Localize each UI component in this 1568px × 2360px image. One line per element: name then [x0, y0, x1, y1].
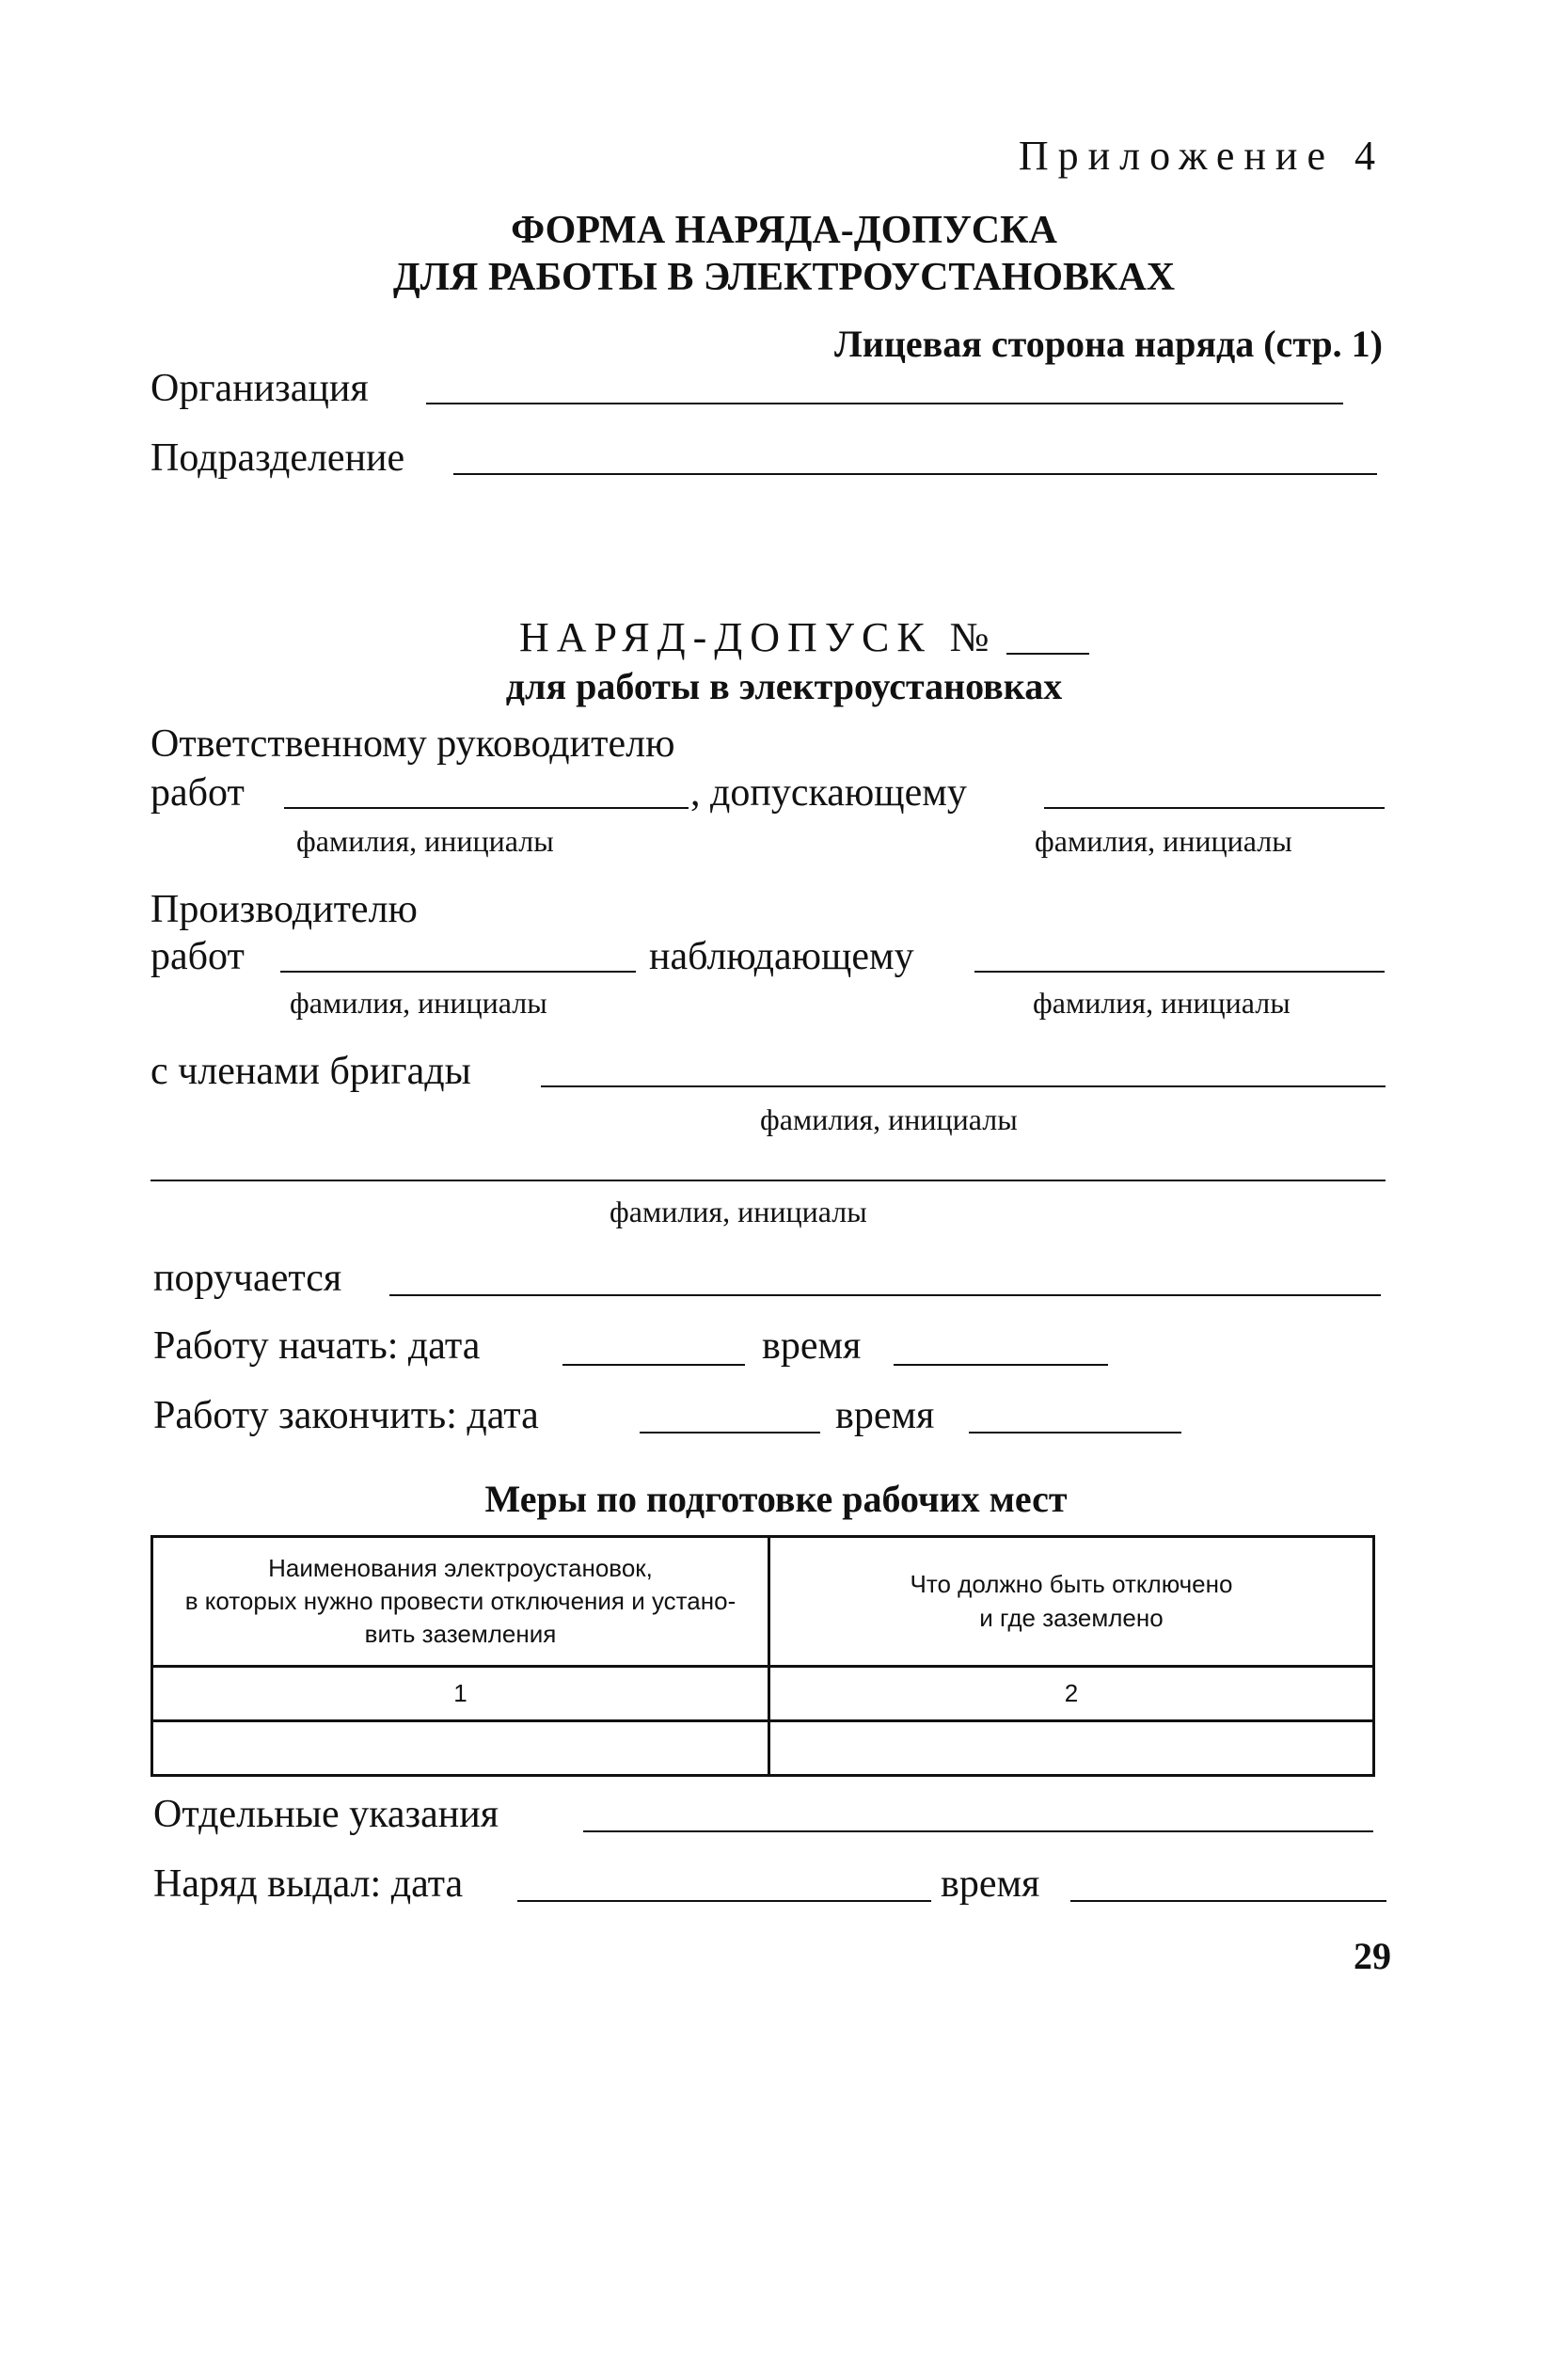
finish-date-field[interactable] [640, 1432, 820, 1433]
admitting-label: , допускающему [690, 771, 967, 815]
permit-subtitle: для работы в электроустановках [505, 665, 1063, 707]
admitting-name-field[interactable] [1044, 807, 1385, 809]
works-label: работ [150, 771, 245, 815]
subdivision-field[interactable] [453, 473, 1377, 475]
issued-time-label: время [941, 1862, 1040, 1906]
issued-date-field[interactable] [517, 1900, 931, 1902]
permit-title: НАРЯД-ДОПУСК № [519, 614, 997, 660]
measures-col1-header [152, 1537, 769, 1667]
col2-header-line1: Что должно быть отключено [910, 1570, 1233, 1599]
finish-time-field[interactable] [969, 1432, 1181, 1433]
form-title-line1: ФОРМА НАРЯДА-ДОПУСКА [511, 209, 1057, 252]
permit-number-field[interactable] [1006, 653, 1089, 655]
organization-field[interactable] [426, 403, 1343, 404]
producer-name-field[interactable] [280, 971, 636, 973]
measures-table [150, 1535, 1375, 1777]
col1-header-line2: в которых нужно провести отключения и устано- [184, 1586, 736, 1615]
caption-admitting: фамилия, инициалы [1035, 824, 1292, 858]
measures-title: Меры по подготовке рабочих мест [484, 1478, 1068, 1520]
start-time-field[interactable] [894, 1364, 1108, 1366]
finish-date-label: Работу закончить: дата [153, 1394, 539, 1437]
caption-brigade-1: фамилия, инициалы [760, 1102, 1018, 1136]
appendix-label: Приложение 4 [1018, 133, 1385, 179]
issued-date-label: Наряд выдал: дата [153, 1862, 464, 1906]
page-number: 29 [1354, 1935, 1391, 1977]
caption-observer: фамилия, инициалы [1033, 986, 1291, 1020]
observer-label: наблюдающему [649, 935, 914, 978]
start-date-label: Работу начать: дата [153, 1324, 481, 1368]
producer-label: Производителю [150, 888, 418, 931]
assigned-label: поручается [153, 1257, 342, 1300]
measures-col1-number: 1 [152, 1667, 769, 1721]
brigade-field-1[interactable] [541, 1085, 1386, 1087]
form-title-line2: ДЛЯ РАБОТЫ В ЭЛЕКТРОУСТАНОВКАХ [392, 256, 1176, 299]
measures-col2-header [768, 1537, 1373, 1667]
subdivision-label: Подразделение [150, 436, 405, 480]
col2-header-line2: и где заземлено [979, 1603, 1164, 1632]
observer-name-field[interactable] [974, 971, 1385, 973]
brigade-field-2[interactable] [150, 1180, 1386, 1181]
responsible-name-field[interactable] [284, 807, 689, 809]
side-label: Лицевая сторона наряда (стр. 1) [833, 323, 1383, 365]
responsible-label: Ответственному руководителю [150, 722, 675, 766]
measures-cell-installation[interactable] [152, 1721, 769, 1776]
measures-col2-number: 2 [768, 1667, 1373, 1721]
caption-producer: фамилия, инициалы [290, 986, 547, 1020]
col1-header-line3: вить заземления [364, 1620, 557, 1649]
special-label: Отдельные указания [153, 1793, 499, 1836]
measures-cell-disconnected[interactable] [768, 1721, 1373, 1776]
col1-header-line1: Наименования электроустановок, [268, 1553, 653, 1582]
assigned-field[interactable] [389, 1294, 1381, 1296]
start-time-label: время [762, 1324, 862, 1368]
finish-time-label: время [835, 1394, 935, 1437]
caption-brigade-2: фамилия, инициалы [610, 1195, 867, 1228]
caption-responsible: фамилия, инициалы [296, 824, 554, 858]
issued-time-field[interactable] [1070, 1900, 1386, 1902]
special-field[interactable] [583, 1830, 1373, 1832]
start-date-field[interactable] [562, 1364, 745, 1366]
works-label-2: работ [150, 935, 245, 978]
brigade-label: с членами бригады [150, 1050, 471, 1093]
organization-label: Организация [150, 367, 369, 410]
